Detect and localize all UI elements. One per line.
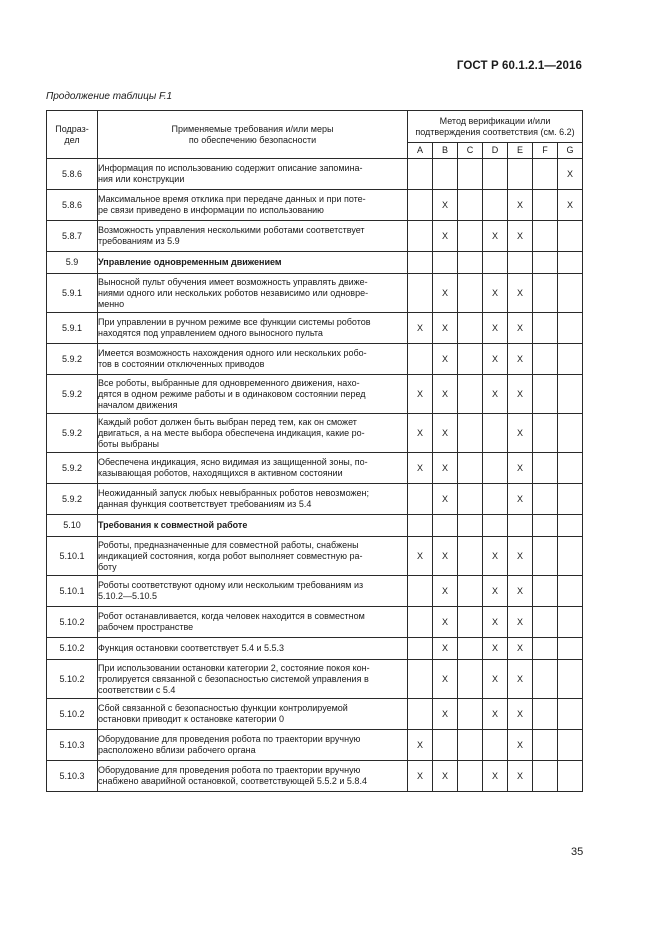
method-mark-c	[458, 699, 483, 730]
method-mark-c	[458, 484, 483, 515]
requirement-cell: Все роботы, выбранные для одновременного движения, нахо- дятся в одном режиме работы и в одинаковом состоянии перед началом движения	[98, 375, 408, 414]
method-mark-e: X	[508, 453, 533, 484]
verification-table	[46, 110, 583, 792]
method-mark-f	[533, 190, 558, 221]
method-mark-e: X	[508, 660, 533, 699]
method-mark-b: X	[433, 484, 458, 515]
method-mark-g	[558, 730, 583, 761]
method-mark-g	[558, 484, 583, 515]
method-mark-a	[408, 576, 433, 607]
subsection-cell: 5.10.2	[47, 607, 98, 638]
header-letter: G	[558, 143, 583, 159]
method-mark-d	[483, 414, 508, 453]
table-caption: Продолжение таблицы F.1	[46, 91, 173, 102]
method-mark-d	[483, 190, 508, 221]
table-row	[47, 221, 583, 252]
method-mark-g	[558, 274, 583, 313]
requirement-cell: Выносной пульт обучения имеет возможность управлять движе- ниями одного или нескольких роботов независимо или одновре- менно	[98, 274, 408, 313]
method-mark-f	[533, 607, 558, 638]
header-methods: Метод верификации и/или подтверждения соответствия (см. 6.2)	[408, 111, 583, 143]
header-requirements: Применяемые требования и/или меры по обеспечению безопасности	[98, 111, 408, 159]
subsection-cell: 5.8.6	[47, 190, 98, 221]
method-mark-e: X	[508, 190, 533, 221]
method-mark-g	[558, 313, 583, 344]
subsection-cell: 5.9.1	[47, 274, 98, 313]
requirement-cell: Сбой связанной с безопасностью функции контролируемой остановки приводит к остановке категории 0	[98, 699, 408, 730]
method-mark-f	[533, 344, 558, 375]
subsection-cell: 5.10.3	[47, 730, 98, 761]
method-mark-a: X	[408, 375, 433, 414]
method-mark-g	[558, 537, 583, 576]
method-mark-d: X	[483, 699, 508, 730]
method-mark-c	[458, 730, 483, 761]
header-letter: F	[533, 143, 558, 159]
method-mark-d	[483, 515, 508, 537]
method-mark-g	[558, 576, 583, 607]
method-mark-a	[408, 221, 433, 252]
method-mark-b	[433, 730, 458, 761]
method-mark-f	[533, 414, 558, 453]
method-mark-g	[558, 761, 583, 792]
method-mark-g	[558, 375, 583, 414]
method-mark-b: X	[433, 190, 458, 221]
header-letter: B	[433, 143, 458, 159]
method-mark-c	[458, 252, 483, 274]
method-mark-a	[408, 638, 433, 660]
method-mark-f	[533, 453, 558, 484]
method-mark-d: X	[483, 638, 508, 660]
method-mark-g	[558, 221, 583, 252]
method-mark-f	[533, 252, 558, 274]
method-mark-b: X	[433, 537, 458, 576]
method-mark-e: X	[508, 414, 533, 453]
requirement-cell: Обеспечена индикация, ясно видимая из защищенной зоны, по- казывающая роботов, находящихся в активном состоянии	[98, 453, 408, 484]
method-mark-a	[408, 274, 433, 313]
subsection-cell: 5.9	[47, 252, 98, 274]
method-mark-e: X	[508, 730, 533, 761]
method-mark-a: X	[408, 414, 433, 453]
requirement-cell: Робот останавливается, когда человек находится в совместном рабочем пространстве	[98, 607, 408, 638]
table-row	[47, 607, 583, 638]
method-mark-b: X	[433, 375, 458, 414]
method-mark-c	[458, 638, 483, 660]
method-mark-c	[458, 515, 483, 537]
method-mark-d: X	[483, 313, 508, 344]
method-mark-e: X	[508, 274, 533, 313]
requirement-cell: Роботы соответствуют одному или нескольким требованиям из 5.10.2—5.10.5	[98, 576, 408, 607]
requirement-cell: Максимальное время отклика при передаче данных и при поте- ре связи приведено в информации по использованию	[98, 190, 408, 221]
method-mark-f	[533, 515, 558, 537]
method-mark-b: X	[433, 221, 458, 252]
subsection-cell: 5.10.2	[47, 660, 98, 699]
method-mark-e: X	[508, 375, 533, 414]
subsection-cell: 5.9.2	[47, 484, 98, 515]
method-mark-f	[533, 699, 558, 730]
method-mark-d: X	[483, 274, 508, 313]
table-row	[47, 274, 583, 313]
method-mark-f	[533, 576, 558, 607]
requirement-cell: Оборудование для проведения робота по траектории вручную снабжено аварийной остановкой, соответствующей 5.5.2 и 5.8.4	[98, 761, 408, 792]
method-mark-b	[433, 159, 458, 190]
method-mark-d	[483, 453, 508, 484]
method-mark-f	[533, 761, 558, 792]
standard-code: ГОСТ Р 60.1.2.1—2016	[456, 60, 582, 72]
requirement-cell: Информация по использованию содержит описание запомина- ния или конструкции	[98, 159, 408, 190]
method-mark-c	[458, 375, 483, 414]
method-mark-e: X	[508, 484, 533, 515]
method-mark-c	[458, 607, 483, 638]
method-mark-e: X	[508, 761, 533, 792]
method-mark-d	[483, 252, 508, 274]
subsection-cell: 5.8.7	[47, 221, 98, 252]
method-mark-a	[408, 190, 433, 221]
method-mark-f	[533, 159, 558, 190]
requirement-cell: Имеется возможность нахождения одного или нескольких робо- тов в состоянии отключенных приводов	[98, 344, 408, 375]
method-mark-e	[508, 159, 533, 190]
method-mark-e	[508, 252, 533, 274]
method-mark-b: X	[433, 414, 458, 453]
method-mark-a	[408, 699, 433, 730]
method-mark-c	[458, 414, 483, 453]
method-mark-e	[508, 515, 533, 537]
subsection-cell: 5.10.2	[47, 699, 98, 730]
header-subsection: Подраз- дел	[47, 111, 98, 159]
requirement-cell: При управлении в ручном режиме все функции системы роботов находятся под управлением одного выносного пульта	[98, 313, 408, 344]
method-mark-f	[533, 638, 558, 660]
header-letter: C	[458, 143, 483, 159]
method-mark-b: X	[433, 453, 458, 484]
table-row	[47, 537, 583, 576]
table-body	[47, 159, 583, 792]
method-mark-a: X	[408, 730, 433, 761]
method-mark-g	[558, 252, 583, 274]
method-mark-a: X	[408, 761, 433, 792]
table-row	[47, 190, 583, 221]
table-row	[47, 638, 583, 660]
method-mark-c	[458, 576, 483, 607]
method-mark-e: X	[508, 537, 533, 576]
method-mark-e: X	[508, 344, 533, 375]
method-mark-d: X	[483, 221, 508, 252]
method-mark-b: X	[433, 607, 458, 638]
subsection-cell: 5.9.2	[47, 414, 98, 453]
method-mark-g: X	[558, 190, 583, 221]
method-mark-d: X	[483, 761, 508, 792]
subsection-cell: 5.9.2	[47, 344, 98, 375]
requirement-cell: Возможность управления несколькими роботами соответствует требованиям из 5.9	[98, 221, 408, 252]
method-mark-c	[458, 274, 483, 313]
subsection-cell: 5.10.3	[47, 761, 98, 792]
requirement-cell: Требования к совместной работе	[98, 515, 408, 537]
table-row	[47, 699, 583, 730]
table-row	[47, 484, 583, 515]
method-mark-b: X	[433, 274, 458, 313]
method-mark-d	[483, 159, 508, 190]
subsection-cell: 5.9.2	[47, 375, 98, 414]
method-mark-a	[408, 607, 433, 638]
method-mark-g	[558, 414, 583, 453]
method-mark-b	[433, 252, 458, 274]
method-mark-a: X	[408, 453, 433, 484]
method-mark-a	[408, 159, 433, 190]
table-row	[47, 660, 583, 699]
subsection-cell: 5.10.2	[47, 638, 98, 660]
method-mark-d: X	[483, 344, 508, 375]
method-mark-b	[433, 515, 458, 537]
method-mark-e: X	[508, 699, 533, 730]
requirement-cell: Роботы, предназначенные для совместной работы, снабжены индикацией состояния, когда робот выполняет совместную ра- боту	[98, 537, 408, 576]
method-mark-f	[533, 537, 558, 576]
requirement-cell: Управление одновременным движением	[98, 252, 408, 274]
method-mark-b: X	[433, 761, 458, 792]
method-mark-g	[558, 453, 583, 484]
method-mark-d: X	[483, 607, 508, 638]
method-mark-c	[458, 190, 483, 221]
method-mark-e: X	[508, 638, 533, 660]
method-mark-f	[533, 274, 558, 313]
method-mark-e: X	[508, 221, 533, 252]
method-mark-c	[458, 660, 483, 699]
method-mark-d: X	[483, 576, 508, 607]
method-mark-c	[458, 344, 483, 375]
method-mark-e: X	[508, 576, 533, 607]
subsection-cell: 5.8.6	[47, 159, 98, 190]
method-mark-g	[558, 660, 583, 699]
header-letter: D	[483, 143, 508, 159]
method-mark-g	[558, 344, 583, 375]
method-mark-c	[458, 313, 483, 344]
method-mark-e: X	[508, 607, 533, 638]
subsection-cell: 5.10.1	[47, 537, 98, 576]
table-row	[47, 159, 583, 190]
method-mark-c	[458, 453, 483, 484]
method-mark-c	[458, 159, 483, 190]
section-row	[47, 515, 583, 537]
table-row	[47, 375, 583, 414]
method-mark-f	[533, 484, 558, 515]
requirement-cell: Неожиданный запуск любых невыбранных роботов невозможен; данная функция соответствует требованиям из 5.4	[98, 484, 408, 515]
method-mark-b: X	[433, 313, 458, 344]
method-mark-d: X	[483, 660, 508, 699]
table-row	[47, 453, 583, 484]
method-mark-g	[558, 699, 583, 730]
subsection-cell: 5.9.2	[47, 453, 98, 484]
subsection-cell: 5.9.1	[47, 313, 98, 344]
method-mark-b: X	[433, 699, 458, 730]
requirement-cell: Каждый робот должен быть выбран перед тем, как он сможет двигаться, а на месте выбора обеспечена индикация, какие ро- боты выбраны	[98, 414, 408, 453]
method-mark-a: X	[408, 313, 433, 344]
method-mark-g	[558, 638, 583, 660]
method-mark-c	[458, 761, 483, 792]
table-row	[47, 576, 583, 607]
method-mark-c	[458, 537, 483, 576]
method-mark-a	[408, 484, 433, 515]
method-mark-f	[533, 375, 558, 414]
method-mark-b: X	[433, 660, 458, 699]
method-mark-f	[533, 730, 558, 761]
table-row	[47, 414, 583, 453]
section-row	[47, 252, 583, 274]
subsection-cell: 5.10.1	[47, 576, 98, 607]
method-mark-d: X	[483, 375, 508, 414]
method-mark-e: X	[508, 313, 533, 344]
method-mark-f	[533, 313, 558, 344]
method-mark-a: X	[408, 537, 433, 576]
method-mark-b: X	[433, 576, 458, 607]
header-letter: E	[508, 143, 533, 159]
header-letter: A	[408, 143, 433, 159]
method-mark-f	[533, 660, 558, 699]
method-mark-c	[458, 221, 483, 252]
method-mark-b: X	[433, 344, 458, 375]
page-number: 35	[571, 846, 584, 858]
table-row	[47, 730, 583, 761]
method-mark-d	[483, 484, 508, 515]
requirement-cell: Оборудование для проведения робота по траектории вручную расположено вблизи рабочего органа	[98, 730, 408, 761]
table-row	[47, 313, 583, 344]
method-mark-d: X	[483, 537, 508, 576]
requirement-cell: При использовании остановки категории 2, состояние покоя кон- тролируется связанной с безопасностью системой управления в соответствии с 5.4	[98, 660, 408, 699]
method-mark-a	[408, 344, 433, 375]
method-mark-g	[558, 607, 583, 638]
method-mark-d	[483, 730, 508, 761]
method-mark-b: X	[433, 638, 458, 660]
method-mark-g	[558, 515, 583, 537]
requirement-cell: Функция остановки соответствует 5.4 и 5.5.3	[98, 638, 408, 660]
table-row	[47, 344, 583, 375]
table-row	[47, 761, 583, 792]
method-mark-g: X	[558, 159, 583, 190]
subsection-cell: 5.10	[47, 515, 98, 537]
method-mark-f	[533, 221, 558, 252]
method-mark-a	[408, 515, 433, 537]
method-mark-a	[408, 252, 433, 274]
method-mark-a	[408, 660, 433, 699]
